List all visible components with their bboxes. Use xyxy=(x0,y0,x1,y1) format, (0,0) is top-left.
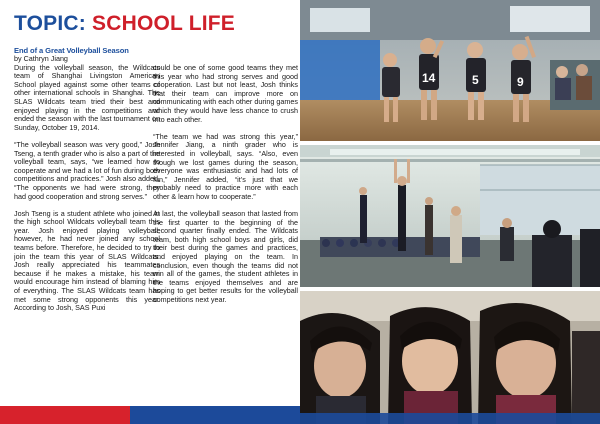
jersey-number: 9 xyxy=(517,75,524,89)
topic-label: TOPIC: xyxy=(14,12,86,35)
article-heading: End of a Great Volleyball Season xyxy=(14,46,129,55)
article-byline: by Cathryn Jiang xyxy=(14,54,68,63)
footer-bar-blue xyxy=(130,406,300,424)
jersey-number: 5 xyxy=(472,73,479,87)
photo-team-celebrating xyxy=(300,0,600,141)
page-title xyxy=(14,12,235,36)
article-paragraph: At last, the volleyball season that lasted from the first quarter to the beginning of the second quarter finally ended. The Wildcats team, both high school boys and girls, did their best during the games and practices, and enjoyed playing on the team. In conclusion, even though the teams did not win all of the games, the student athletes in the teams enjoyed themselves and are hoping to get better results for the volleyball competitions next year. xyxy=(153,209,298,305)
article-paragraph: “The volleyball season was very good,” Josh Tseng, a tenth grader who is also a part of the volleyball team, says, “we learned how to cooperate and we had a lot of fun during both competitions and practices.” Josh also added, “The opponents we had were strong, they had good cooperation and strong serves.” xyxy=(14,139,160,201)
footer-bar-blue-right xyxy=(300,413,600,424)
article-column-left xyxy=(14,46,160,406)
topic-name: SCHOOL LIFE xyxy=(92,12,236,35)
jersey-number: 14 xyxy=(422,71,436,85)
article-paragraph: During the volleyball season, the Wildcats team of Shanghai Livingston American School played against some other teams of other international schools in Shanghai. The SLAS Wildcats team tried their best and enjoyed playing in the competitions and ended the season with the last tournament on Sunday, October 19, 2014. xyxy=(14,62,160,132)
photo-gym-serve xyxy=(300,145,600,287)
article-paragraph: “The team we had was strong this year,” Jennifer Jiang, a ninth grader who is interested in volleyball, says. “Also, even though we lost games during the season, everyone was enthusiastic and had lots of fun,” Jennifer added, “it’s just that we probably need to practice more with each other & learn how to cooperate.” xyxy=(153,131,298,201)
article-paragraph: Josh Tseng is a student athlete who joined in the high school Wildcats volleyball team this year. Josh enjoyed playing volleyball; however, he had never joined any school teams before. Therefore, he decided to try to join the team this year of SLAS Wildcats. Josh really appreciated his teammates because if he makes a mistake, his team would encourage him instead of blaming him of everything. The SLAS Wildcats team has met some strong opponents this year. According to Josh, SAS Puxi xyxy=(14,208,160,313)
article-column-right xyxy=(153,64,298,424)
footer-bar-red xyxy=(0,406,130,424)
photo-players-closeup xyxy=(300,291,600,424)
article-paragraph: could be one of some good teams they met this year who had strong serves and good cooperation. Last but not least, Josh thinks that their team can improve more on communicating with each other during games which they would have less chance to crush into each other. xyxy=(153,64,298,124)
